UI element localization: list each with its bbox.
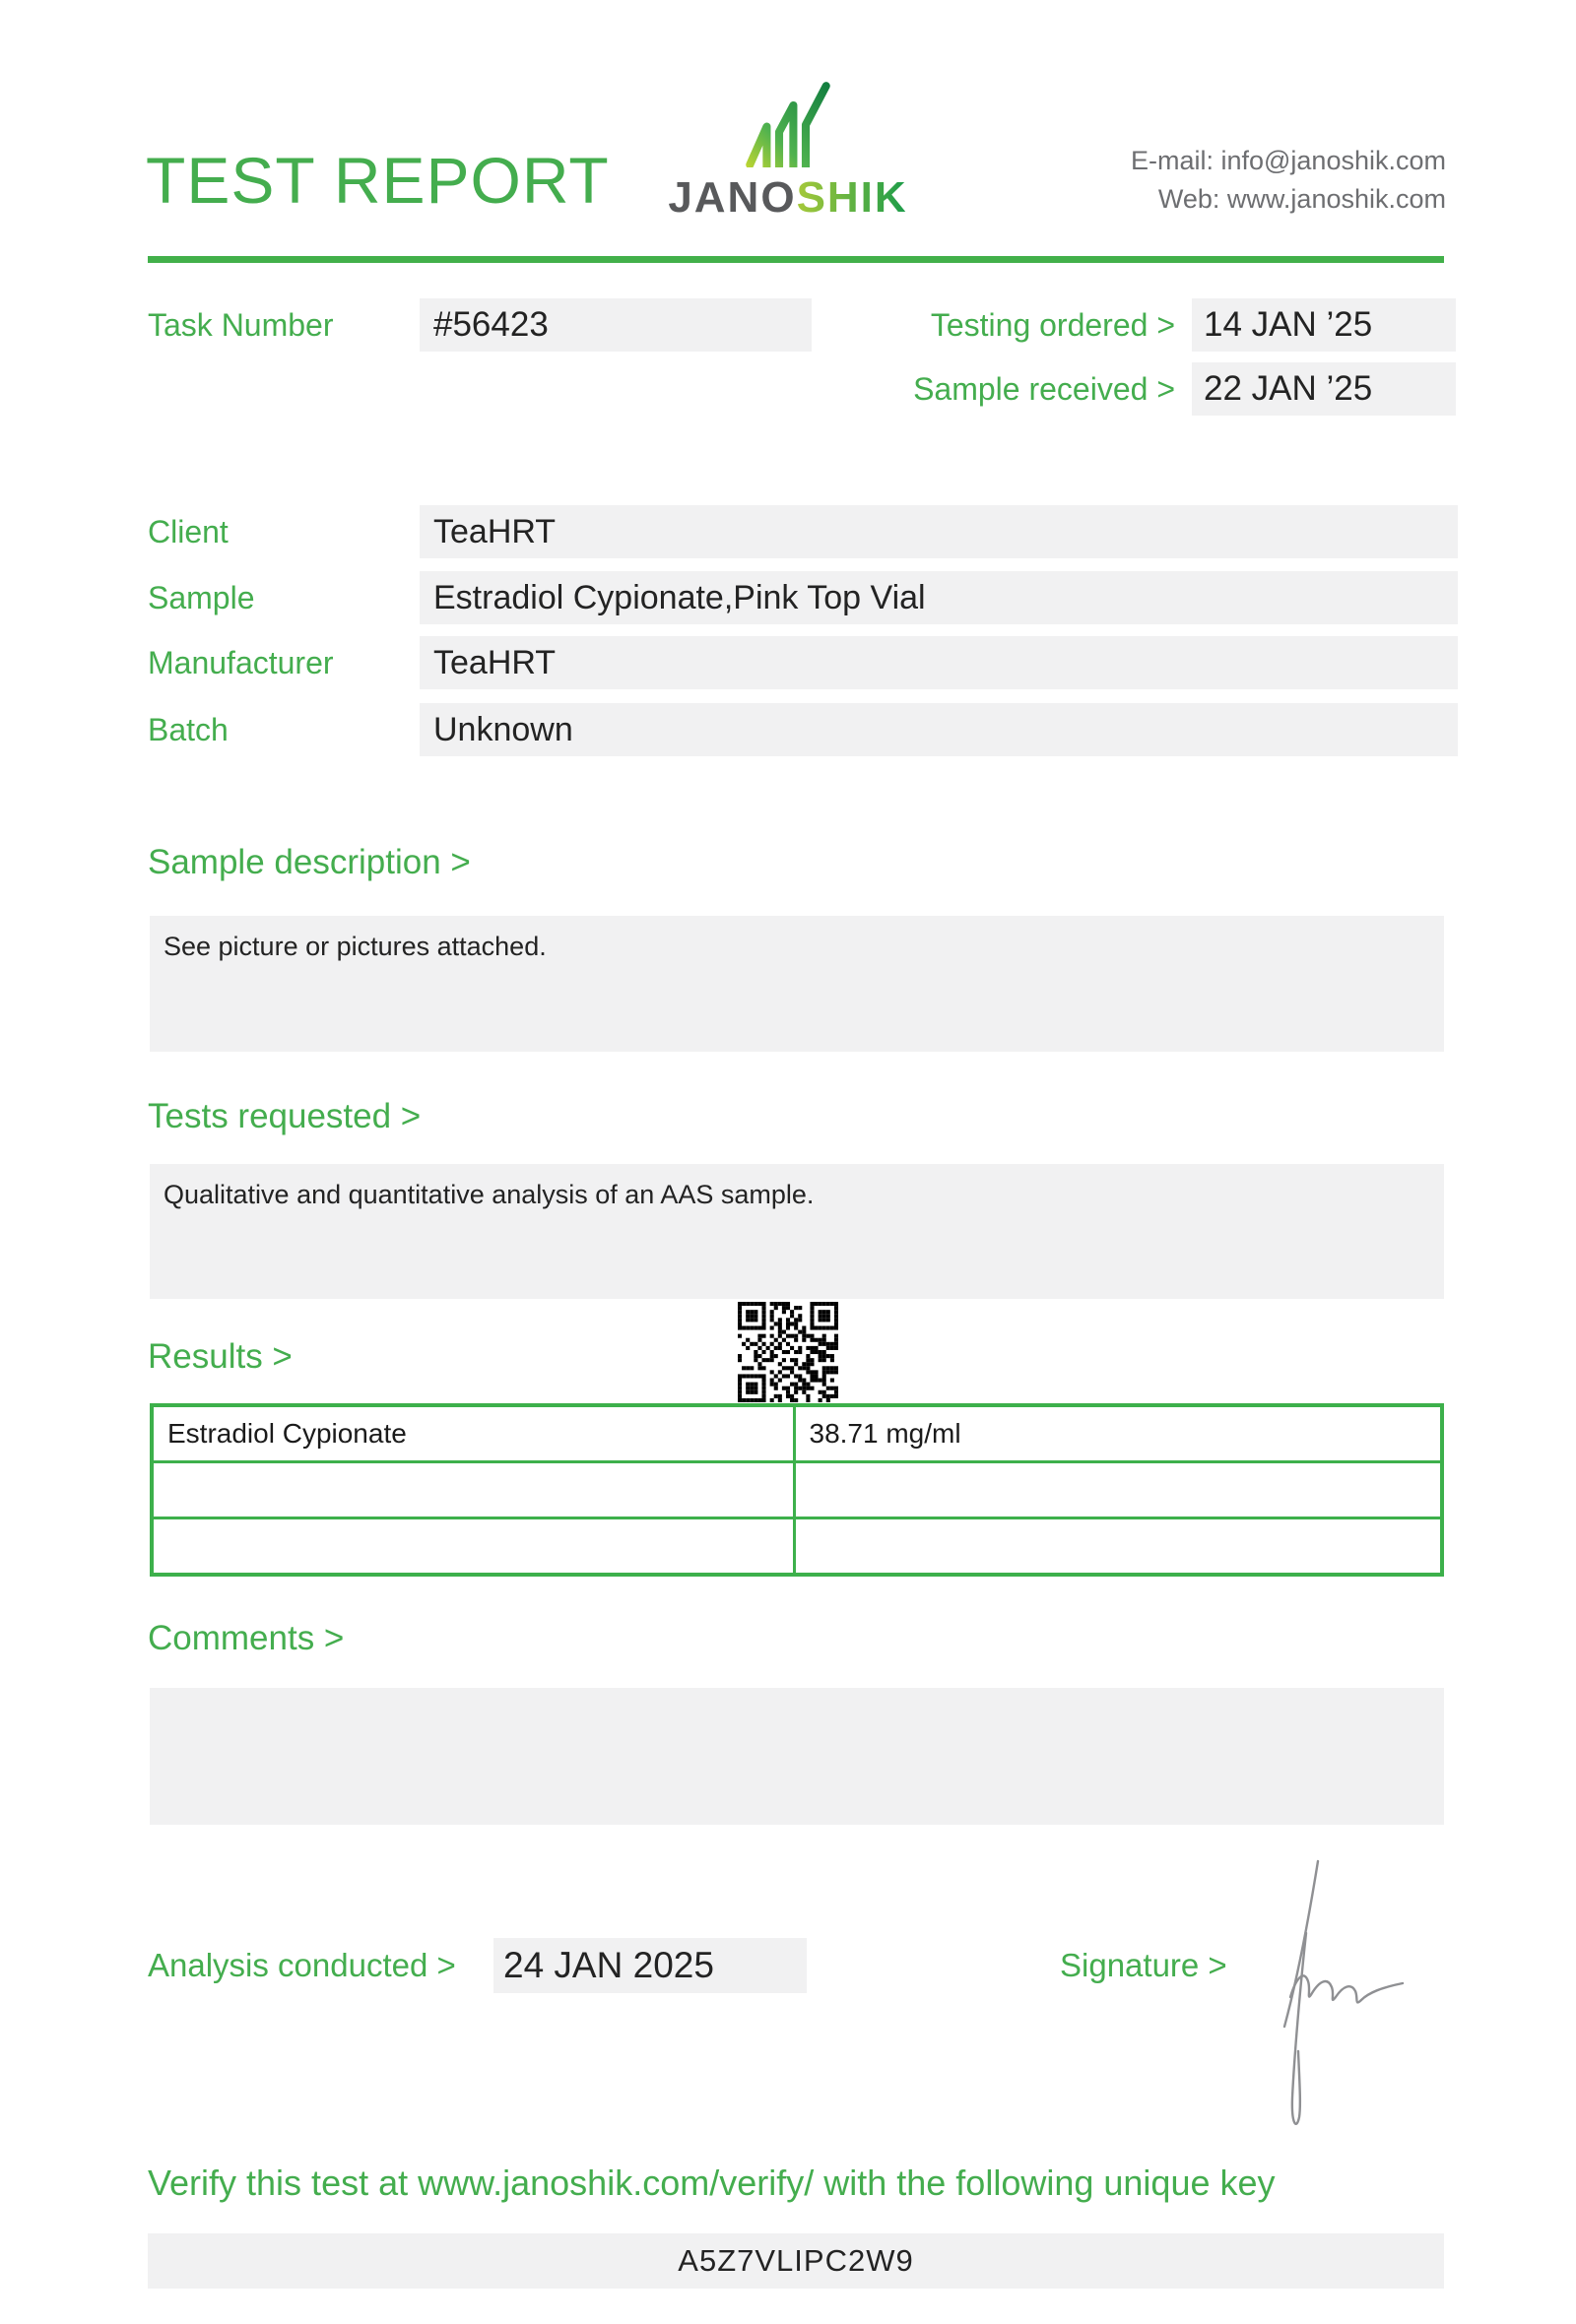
sample-description-text: See picture or pictures attached. (164, 932, 547, 961)
analysis-conducted-label: Analysis conducted > (148, 1947, 456, 1983)
sample-label: Sample (148, 580, 255, 615)
result-value-cell: 38.71 mg/ml (794, 1405, 1442, 1462)
sample-received-value: 22 JAN ’25 (1192, 362, 1456, 416)
client-value: TeaHRT (420, 505, 1458, 558)
result-value-cell (794, 1462, 1442, 1518)
testing-ordered-label: Testing ordered > (930, 307, 1175, 343)
batch-value: Unknown (420, 703, 1458, 756)
table-row (152, 1462, 1442, 1518)
page-title: TEST REPORT (146, 144, 610, 217)
logo-wordmark (630, 173, 946, 222)
contact-block (1131, 142, 1446, 219)
comments-heading: Comments > (148, 1619, 345, 1657)
header-divider (148, 256, 1444, 263)
result-substance-cell (152, 1462, 794, 1518)
sample-description-heading: Sample description > (148, 843, 471, 881)
batch-label: Batch (148, 712, 229, 747)
web-line: Web: www.janoshik.com (1157, 184, 1446, 214)
sample-received-label: Sample received > (913, 371, 1175, 407)
tests-requested-text: Qualitative and quantitative analysis of an AAS sample. (164, 1180, 815, 1209)
unique-key-value: A5Z7VLIPC2W9 (148, 2233, 1444, 2289)
sample-description-box (150, 916, 1444, 1052)
janoshik-logo (630, 79, 946, 220)
email-line: E-mail: info@janoshik.com (1130, 146, 1446, 175)
result-substance-cell (152, 1518, 794, 1576)
comments-text (150, 1688, 1444, 1719)
analysis-date-value: 24 JAN 2025 (493, 1938, 807, 1993)
task-number-label: Task Number (148, 307, 334, 343)
sample-value: Estradiol Cypionate,Pink Top Vial (420, 571, 1458, 624)
manufacturer-label: Manufacturer (148, 645, 334, 680)
table-row (152, 1518, 1442, 1576)
result-value-cell (794, 1518, 1442, 1576)
tests-requested-box (150, 1164, 1444, 1299)
qr-code (738, 1302, 838, 1402)
results-heading: Results > (148, 1337, 293, 1376)
logo-chart-icon (743, 79, 833, 167)
tests-requested-heading: Tests requested > (148, 1097, 422, 1135)
verify-text: Verify this test at www.janoshik.com/verify/ with the following unique key (148, 2163, 1276, 2203)
comments-box (150, 1688, 1444, 1825)
testing-ordered-value: 14 JAN ’25 (1192, 298, 1456, 352)
manufacturer-value: TeaHRT (420, 636, 1458, 689)
result-substance-cell: Estradiol Cypionate (152, 1405, 794, 1462)
signature-image (1253, 1840, 1420, 2145)
signature-label: Signature > (1060, 1947, 1227, 1983)
table-row (152, 1405, 1442, 1462)
task-number-value: #56423 (420, 298, 812, 352)
logo-shik-text: SHIK (796, 173, 908, 222)
results-table (150, 1403, 1444, 1577)
logo-jano-text: JANO (668, 173, 797, 222)
client-label: Client (148, 514, 229, 549)
